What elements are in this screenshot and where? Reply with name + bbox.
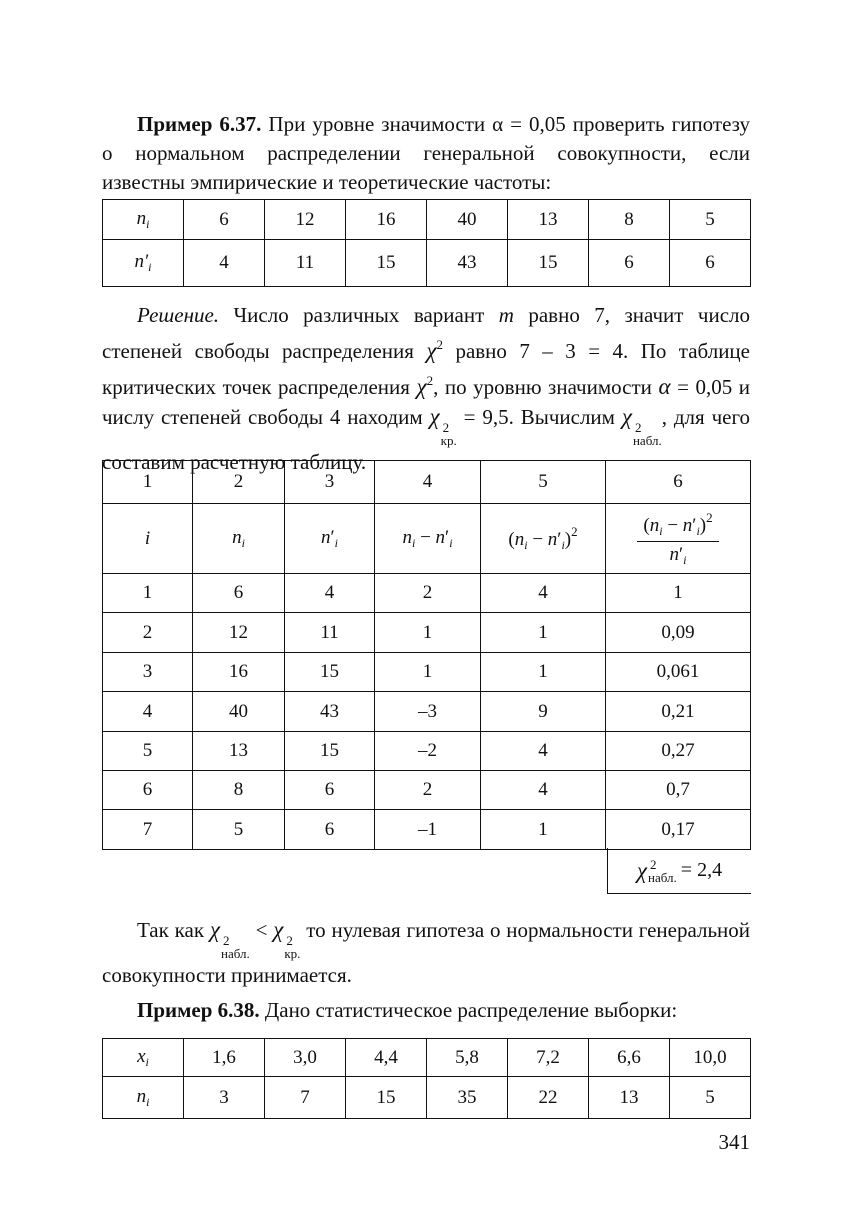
header-diff: $n_i - n'_i$ xyxy=(375,504,481,574)
chi-symbol: χ xyxy=(636,857,648,883)
frequency-cell: 15 xyxy=(346,240,427,287)
frequency-cell: 8 xyxy=(589,200,670,240)
example-637-heading: Пример 6.37. xyxy=(137,112,262,136)
solution-label: Решение. xyxy=(137,303,220,327)
table-row: 5 13 15 –2 4 0,27 xyxy=(103,732,751,771)
frequency-cell: 16 xyxy=(346,200,427,240)
column-number: 3 xyxy=(285,461,375,504)
sample-row-x: $x_i$ 1,6 3,0 4,4 5,8 7,2 6,6 10,0 xyxy=(103,1039,751,1077)
conclusion-paragraph: Так как χ 2 набл. < χ 2 кр. то нулевая гипотеза о нормальности генеральной совокупности принимается. xyxy=(102,917,751,987)
chi-symbol: χ xyxy=(209,917,220,942)
example-638-heading: Пример 6.38. xyxy=(137,998,260,1022)
calculation-table xyxy=(102,460,751,850)
example-637-paragraph xyxy=(102,110,750,197)
example-638-text: Дано статистическое распределение выборки: xyxy=(264,998,678,1022)
formula-header-row xyxy=(103,504,751,574)
frequency-row-label: $n_i$ xyxy=(103,200,184,240)
frequency-cell: 6 xyxy=(589,240,670,287)
chi-symbol: χ xyxy=(426,338,437,363)
frequency-row-theoretical xyxy=(103,240,751,287)
chi-symbol: χ xyxy=(621,404,632,429)
frequency-cell: 5 xyxy=(670,200,751,240)
chi-symbol: χ xyxy=(416,374,427,399)
table-row: 4 40 43 –3 9 0,21 xyxy=(103,692,751,732)
column-number: 5 xyxy=(481,461,606,504)
frequency-cell: 11 xyxy=(265,240,346,287)
sample-distribution-table xyxy=(102,1038,751,1119)
column-number: 6 xyxy=(606,461,751,504)
chi-squared-total: χ 2 набл. = 2,4 xyxy=(607,848,751,894)
solution-paragraph: Решение. Число различных вариант m равно 7, значит число степеней свободы распределения $\chi^2$ равно 7 – 3 = 4. По таблице критических точек распределения $\chi^2$, по уровню значимости α = 0,05 и числу степеней свободы 4 находим χ 2 кр. = 9,5. Вычислим χ 2 набл. , для чего составим расчетную таблицу. xyxy=(102,303,751,474)
column-number: 1 xyxy=(103,461,193,504)
alpha-symbol: α xyxy=(658,374,671,399)
sample-row-label: $n_i$ xyxy=(103,1077,184,1119)
frequency-cell: 15 xyxy=(508,240,589,287)
example-637-text: При уровне значимости α = 0,05 проверить гипотезу о нормальном распределении генеральной совокупности, если известны эмпирические и теоретические частоты: xyxy=(102,112,750,194)
fraction: $\frac{(n_i - n'_i)^2}{n'_i}$ xyxy=(637,510,718,568)
frequency-row-label: $n'_i$ xyxy=(103,240,184,287)
table-row: 7 5 6 –1 1 0,17 xyxy=(103,810,751,850)
frequency-row-empirical xyxy=(103,200,751,240)
frequency-cell: 6 xyxy=(670,240,751,287)
sample-row-n: $n_i$ 3 7 15 35 22 13 5 xyxy=(103,1077,751,1119)
frequency-cell: 43 xyxy=(427,240,508,287)
header-n-theor: $n'_i$ xyxy=(285,504,375,574)
frequency-cell: 13 xyxy=(508,200,589,240)
table-row: 3 16 15 1 1 0,061 xyxy=(103,653,751,692)
header-diff-squared: $(n_i - n'_i)^2$ xyxy=(481,504,606,574)
frequency-cell: 4 xyxy=(184,240,265,287)
chi-symbol: χ xyxy=(429,404,440,429)
example-638-paragraph xyxy=(102,996,750,1025)
table-row: 6 8 6 2 4 0,7 xyxy=(103,771,751,810)
header-i: i xyxy=(103,504,193,574)
table-row: 1 6 4 2 4 1 xyxy=(103,574,751,613)
column-numbers-row xyxy=(103,461,751,504)
frequency-cell: 6 xyxy=(184,200,265,240)
column-number: 2 xyxy=(193,461,285,504)
frequency-table xyxy=(102,199,751,287)
frequency-cell: 12 xyxy=(265,200,346,240)
header-n: $n_i$ xyxy=(193,504,285,574)
sample-row-label: $x_i$ xyxy=(103,1039,184,1077)
table-row: 2 12 11 1 1 0,09 xyxy=(103,613,751,653)
frequency-cell: 40 xyxy=(427,200,508,240)
page-number: 341 xyxy=(718,1130,750,1154)
header-ratio xyxy=(606,504,751,574)
chi-symbol: χ xyxy=(273,917,284,942)
column-number: 4 xyxy=(375,461,481,504)
